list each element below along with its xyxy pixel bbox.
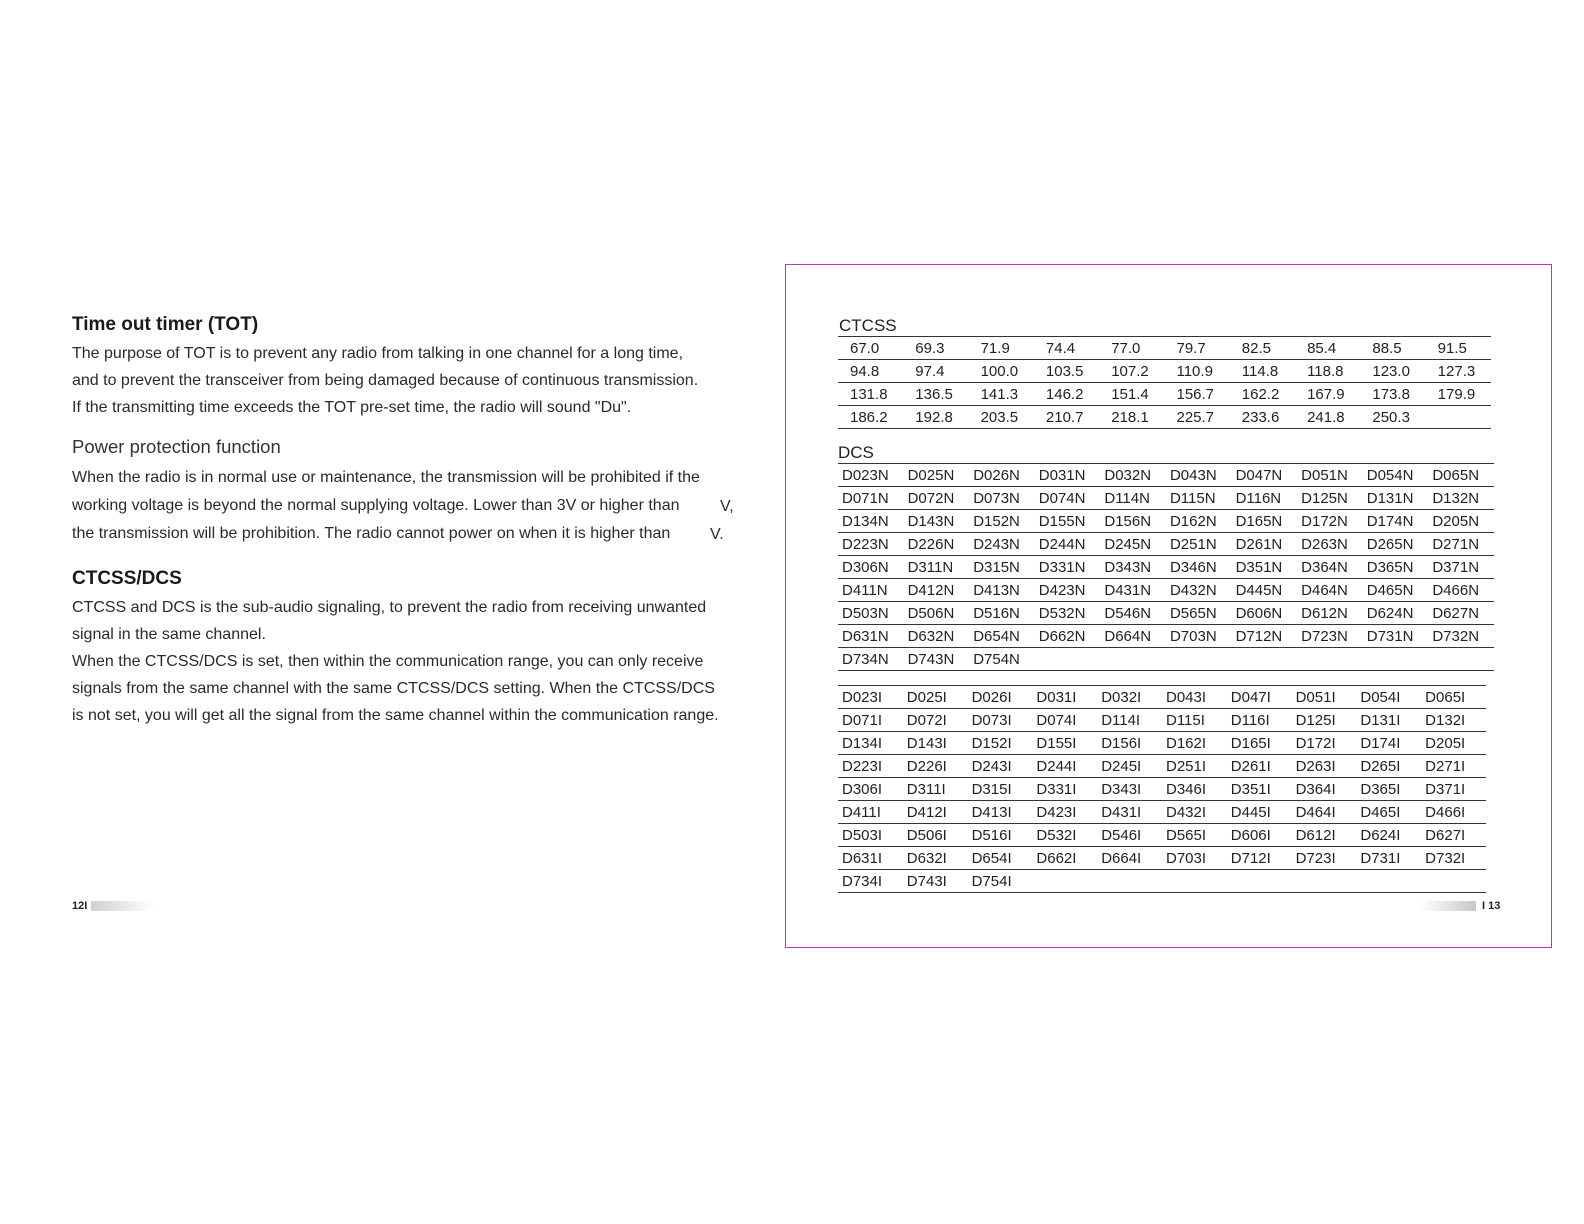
dcs-code-cell: D632N: [904, 625, 970, 648]
dcs-code-cell: D243I: [968, 755, 1033, 778]
dcs-code-cell: D331I: [1032, 778, 1097, 801]
dcs-code-cell: D251I: [1162, 755, 1227, 778]
dcs-code-cell: D245I: [1097, 755, 1162, 778]
dcs-code-cell: D365N: [1363, 556, 1429, 579]
dcs-code-cell: D243N: [969, 533, 1035, 556]
dcs-code-cell: D627I: [1421, 824, 1486, 847]
ctcss-tone-cell: 156.7: [1164, 383, 1229, 406]
dcs-code-cell: D047I: [1227, 686, 1292, 709]
dcs-code-cell: D131I: [1356, 709, 1421, 732]
dcs-code-cell: D445I: [1227, 801, 1292, 824]
dcs-code-cell: [1297, 648, 1363, 671]
dcs-code-cell: D043N: [1166, 464, 1232, 487]
dcs-code-cell: D315N: [969, 556, 1035, 579]
dcs-code-cell: D664N: [1100, 625, 1166, 648]
dcs-code-cell: D412I: [903, 801, 968, 824]
table-row: [838, 778, 1486, 801]
dcs-code-cell: D023I: [838, 686, 903, 709]
dcs-code-cell: D134I: [838, 732, 903, 755]
ctcss-tone-cell: [1426, 406, 1491, 429]
dcs-code-cell: D732N: [1428, 625, 1494, 648]
ctcss-tone-cell: 71.9: [969, 337, 1034, 360]
dcs-code-cell: D411N: [838, 579, 904, 602]
dcs-code-cell: D532I: [1032, 824, 1097, 847]
dcs-code-cell: [1032, 870, 1097, 893]
ctcss-tone-cell: 136.5: [903, 383, 968, 406]
dcs-code-cell: D162N: [1166, 510, 1232, 533]
ctcss-tone-cell: 103.5: [1034, 360, 1099, 383]
table-row: [838, 337, 1491, 360]
table-row: [838, 870, 1486, 893]
ctcss-tone-cell: 192.8: [903, 406, 968, 429]
ctcss-tone-cell: 114.8: [1230, 360, 1295, 383]
power-line: working voltage is beyond the normal supplying voltage. Lower than 3V or higher than: [72, 497, 680, 514]
power-line: When the radio is in normal use or maintenance, the transmission will be prohibited if the: [72, 469, 700, 486]
dcs-code-cell: D226N: [904, 533, 970, 556]
dcs-code-cell: D351N: [1232, 556, 1298, 579]
dcs-code-cell: D731I: [1356, 847, 1421, 870]
dcs-code-cell: D606N: [1232, 602, 1298, 625]
dcs-code-cell: [1227, 870, 1292, 893]
dcs-code-cell: D051N: [1297, 464, 1363, 487]
dcs-code-cell: D624I: [1356, 824, 1421, 847]
dcs-code-cell: D346N: [1166, 556, 1232, 579]
dcs-code-cell: D271I: [1421, 755, 1486, 778]
dcs-code-cell: D743N: [904, 648, 970, 671]
dcs-code-cell: D073N: [969, 487, 1035, 510]
dcs-code-cell: D073I: [968, 709, 1033, 732]
table-row: [838, 406, 1491, 429]
dcs-code-cell: D371I: [1421, 778, 1486, 801]
table-row: [838, 755, 1486, 778]
dcs-code-cell: D223I: [838, 755, 903, 778]
dcs-code-cell: D516I: [968, 824, 1033, 847]
dcs-code-cell: D311I: [903, 778, 968, 801]
dcs-code-cell: D431N: [1100, 579, 1166, 602]
page-number-left: [72, 900, 155, 912]
ctcss-tone-cell: 67.0: [838, 337, 903, 360]
dcs-code-cell: D612N: [1297, 602, 1363, 625]
dcs-code-cell: D464N: [1297, 579, 1363, 602]
dcs-code-cell: D072I: [903, 709, 968, 732]
table-row: [838, 625, 1494, 648]
dcs-code-cell: D565I: [1162, 824, 1227, 847]
dcs-code-cell: D132I: [1421, 709, 1486, 732]
dcs-code-cell: D631N: [838, 625, 904, 648]
dcs-code-cell: D364I: [1292, 778, 1357, 801]
dcs-code-cell: D532N: [1035, 602, 1101, 625]
ctcss-tone-cell: 241.8: [1295, 406, 1360, 429]
dcs-code-cell: D627N: [1428, 602, 1494, 625]
table-row: [838, 709, 1486, 732]
dcs-code-cell: D632I: [903, 847, 968, 870]
ctcss-tone-cell: 179.9: [1426, 383, 1491, 406]
table-row: [838, 510, 1494, 533]
ctcss-tone-cell: 110.9: [1164, 360, 1229, 383]
dcs-code-cell: D263I: [1292, 755, 1357, 778]
ctcss-line: signal in the same channel.: [72, 626, 266, 643]
dcs-code-cell: D516N: [969, 602, 1035, 625]
dcs-code-cell: D032I: [1097, 686, 1162, 709]
dcs-code-cell: D065I: [1421, 686, 1486, 709]
dcs-code-cell: D152I: [968, 732, 1033, 755]
dcs-code-cell: D331N: [1035, 556, 1101, 579]
ctcss-tone-cell: 141.3: [969, 383, 1034, 406]
ctcss-tone-cell: 210.7: [1034, 406, 1099, 429]
page-number-bar: [91, 901, 155, 911]
dcs-code-cell: [1162, 870, 1227, 893]
ctcss-tone-cell: 94.8: [838, 360, 903, 383]
dcs-code-cell: [1421, 870, 1486, 893]
dcs-code-cell: D174I: [1356, 732, 1421, 755]
ctcss-table-label: CTCSS: [839, 316, 897, 335]
table-row: [838, 686, 1486, 709]
dcs-code-cell: D624N: [1363, 602, 1429, 625]
dcs-code-cell: D205N: [1428, 510, 1494, 533]
ctcss-tone-cell: 79.7: [1164, 337, 1229, 360]
dcs-code-cell: D115N: [1166, 487, 1232, 510]
dcs-code-cell: D265I: [1356, 755, 1421, 778]
ctcss-tone-cell: 85.4: [1295, 337, 1360, 360]
dcs-code-cell: D165I: [1227, 732, 1292, 755]
table-row: [838, 602, 1494, 625]
dcs-code-cell: D546N: [1100, 602, 1166, 625]
dcs-code-cell: D131N: [1363, 487, 1429, 510]
dcs-code-cell: D074N: [1035, 487, 1101, 510]
dcs-code-cell: D743I: [903, 870, 968, 893]
dcs-code-cell: D162I: [1162, 732, 1227, 755]
dcs-code-cell: D244I: [1032, 755, 1097, 778]
ctcss-tone-cell: 218.1: [1099, 406, 1164, 429]
dcs-code-cell: D703N: [1166, 625, 1232, 648]
ctcss-tone-cell: 100.0: [969, 360, 1034, 383]
dcs-code-cell: D165N: [1232, 510, 1298, 533]
ctcss-tone-cell: 107.2: [1099, 360, 1164, 383]
dcs-code-cell: D466I: [1421, 801, 1486, 824]
power-line: the transmission will be prohibition. The radio cannot power on when it is higher than: [72, 525, 671, 542]
dcs-code-cell: D071I: [838, 709, 903, 732]
dcs-table-label: DCS: [838, 443, 874, 462]
tot-paragraph: [72, 340, 698, 421]
ctcss-tone-cell: 233.6: [1230, 406, 1295, 429]
dcs-code-cell: D114N: [1100, 487, 1166, 510]
dcs-code-cell: D423I: [1032, 801, 1097, 824]
dcs-code-cell: D346I: [1162, 778, 1227, 801]
dcs-code-cell: D506I: [903, 824, 968, 847]
dcs-code-cell: [1292, 870, 1357, 893]
dcs-code-cell: D132N: [1428, 487, 1494, 510]
dcs-code-cell: D125N: [1297, 487, 1363, 510]
dcs-code-cell: D723N: [1297, 625, 1363, 648]
dcs-code-cell: D115I: [1162, 709, 1227, 732]
dcs-code-cell: D047N: [1232, 464, 1298, 487]
dcs-code-cell: D413N: [969, 579, 1035, 602]
ctcss-table: [838, 336, 1491, 429]
dcs-code-cell: D664I: [1097, 847, 1162, 870]
voltage-unit: V,: [720, 498, 734, 515]
dcs-code-cell: D226I: [903, 755, 968, 778]
dcs-code-cell: D116N: [1232, 487, 1298, 510]
ctcss-line: When the CTCSS/DCS is set, then within the communication range, you can only receive: [72, 653, 704, 670]
dcs-code-cell: D343I: [1097, 778, 1162, 801]
voltage-unit: V.: [710, 526, 724, 543]
dcs-code-cell: D261I: [1227, 755, 1292, 778]
dcs-code-cell: D311N: [904, 556, 970, 579]
dcs-code-cell: D712I: [1227, 847, 1292, 870]
dcs-code-cell: [1363, 648, 1429, 671]
ctcss-tone-cell: 173.8: [1360, 383, 1425, 406]
table-row: [838, 801, 1486, 824]
dcs-code-cell: D156I: [1097, 732, 1162, 755]
ctcss-tone-cell: 82.5: [1230, 337, 1295, 360]
ctcss-tone-cell: 69.3: [903, 337, 968, 360]
dcs-code-cell: D734I: [838, 870, 903, 893]
dcs-code-cell: D134N: [838, 510, 904, 533]
dcs-code-cell: D023N: [838, 464, 904, 487]
tot-line: and to prevent the transceiver from being damaged because of continuous transmission.: [72, 372, 699, 389]
dcs-n-table: [838, 463, 1494, 671]
dcs-code-cell: D503I: [838, 824, 903, 847]
dcs-code-cell: D223N: [838, 533, 904, 556]
dcs-code-cell: [1166, 648, 1232, 671]
table-row: [838, 464, 1494, 487]
dcs-code-cell: D026I: [968, 686, 1033, 709]
page-number-text: I 13: [1482, 900, 1501, 912]
dcs-code-cell: D155N: [1035, 510, 1101, 533]
ctcss-tone-cell: 146.2: [1034, 383, 1099, 406]
table-row: [838, 847, 1486, 870]
ctcss-tone-cell: 91.5: [1426, 337, 1491, 360]
dcs-code-cell: D025N: [904, 464, 970, 487]
dcs-code-cell: D506N: [904, 602, 970, 625]
dcs-code-cell: D125I: [1292, 709, 1357, 732]
dcs-code-cell: [1232, 648, 1298, 671]
dcs-code-cell: D466N: [1428, 579, 1494, 602]
dcs-code-cell: D662I: [1032, 847, 1097, 870]
table-row: [838, 487, 1494, 510]
table-row: [838, 824, 1486, 847]
ctcss-tone-cell: 186.2: [838, 406, 903, 429]
page-number-right: [1420, 900, 1500, 912]
dcs-code-cell: D026N: [969, 464, 1035, 487]
ctcss-tone-cell: 131.8: [838, 383, 903, 406]
dcs-code-cell: D143N: [904, 510, 970, 533]
dcs-code-cell: D546I: [1097, 824, 1162, 847]
dcs-code-cell: D054N: [1363, 464, 1429, 487]
dcs-code-cell: D245N: [1100, 533, 1166, 556]
ctcss-tone-cell: 97.4: [903, 360, 968, 383]
table-row: [838, 732, 1486, 755]
dcs-code-cell: D261N: [1232, 533, 1298, 556]
ctcss-tone-cell: 250.3: [1360, 406, 1425, 429]
dcs-code-cell: D315I: [968, 778, 1033, 801]
dcs-code-cell: [1428, 648, 1494, 671]
ctcss-line: signals from the same channel with the same CTCSS/DCS setting. When the CTCSS/DCS: [72, 680, 715, 697]
tot-heading: Time out timer (TOT): [72, 314, 259, 335]
dcs-code-cell: D754I: [968, 870, 1033, 893]
dcs-code-cell: D152N: [969, 510, 1035, 533]
ctcss-tone-cell: 77.0: [1099, 337, 1164, 360]
dcs-code-cell: D654I: [968, 847, 1033, 870]
power-protection-heading: Power protection function: [72, 436, 281, 457]
dcs-code-cell: D155I: [1032, 732, 1097, 755]
dcs-code-cell: D263N: [1297, 533, 1363, 556]
dcs-code-cell: D051I: [1292, 686, 1357, 709]
dcs-code-cell: D503N: [838, 602, 904, 625]
dcs-code-cell: D072N: [904, 487, 970, 510]
dcs-code-cell: D464I: [1292, 801, 1357, 824]
dcs-code-cell: D754N: [969, 648, 1035, 671]
dcs-code-cell: D343N: [1100, 556, 1166, 579]
ctcss-tone-cell: 203.5: [969, 406, 1034, 429]
dcs-code-cell: D043I: [1162, 686, 1227, 709]
dcs-code-cell: D065N: [1428, 464, 1494, 487]
ctcss-line: CTCSS and DCS is the sub-audio signaling, to prevent the radio from receiving unwanted: [72, 599, 707, 616]
dcs-code-cell: D364N: [1297, 556, 1363, 579]
dcs-code-cell: D732I: [1421, 847, 1486, 870]
dcs-code-cell: D612I: [1292, 824, 1357, 847]
dcs-code-cell: D116I: [1227, 709, 1292, 732]
dcs-code-cell: D412N: [904, 579, 970, 602]
dcs-code-cell: D465N: [1363, 579, 1429, 602]
dcs-code-cell: [1097, 870, 1162, 893]
ctcss-dcs-heading: CTCSS/DCS: [72, 568, 182, 589]
ctcss-tone-cell: 162.2: [1230, 383, 1295, 406]
dcs-code-cell: D025I: [903, 686, 968, 709]
table-row: [838, 579, 1494, 602]
dcs-code-cell: [1100, 648, 1166, 671]
ctcss-tone-cell: 127.3: [1426, 360, 1491, 383]
dcs-code-cell: D351I: [1227, 778, 1292, 801]
table-row: [838, 533, 1494, 556]
dcs-code-cell: D244N: [1035, 533, 1101, 556]
dcs-code-cell: D054I: [1356, 686, 1421, 709]
dcs-code-cell: D432N: [1166, 579, 1232, 602]
ctcss-tone-cell: 123.0: [1360, 360, 1425, 383]
dcs-code-cell: D265N: [1363, 533, 1429, 556]
dcs-code-cell: D371N: [1428, 556, 1494, 579]
dcs-code-cell: D174N: [1363, 510, 1429, 533]
dcs-code-cell: D565N: [1166, 602, 1232, 625]
dcs-code-cell: D251N: [1166, 533, 1232, 556]
ctcss-tone-cell: 88.5: [1360, 337, 1425, 360]
dcs-code-cell: D306I: [838, 778, 903, 801]
ctcss-tone-cell: 167.9: [1295, 383, 1360, 406]
ctcss-tone-cell: 74.4: [1034, 337, 1099, 360]
dcs-code-cell: D631I: [838, 847, 903, 870]
dcs-code-cell: D423N: [1035, 579, 1101, 602]
dcs-code-cell: D413I: [968, 801, 1033, 824]
dcs-code-cell: D432I: [1162, 801, 1227, 824]
table-row: [838, 648, 1494, 671]
ctcss-tone-cell: 118.8: [1295, 360, 1360, 383]
dcs-code-cell: D156N: [1100, 510, 1166, 533]
dcs-code-cell: D172I: [1292, 732, 1357, 755]
dcs-code-cell: D731N: [1363, 625, 1429, 648]
power-protection-paragraph: [72, 464, 700, 548]
dcs-code-cell: D734N: [838, 648, 904, 671]
dcs-code-cell: D271N: [1428, 533, 1494, 556]
dcs-code-cell: D431I: [1097, 801, 1162, 824]
dcs-code-cell: D606I: [1227, 824, 1292, 847]
tot-line: If the transmitting time exceeds the TOT pre-set time, the radio will sound "Du".: [72, 399, 632, 416]
ctcss-tone-cell: 225.7: [1164, 406, 1229, 429]
page-number-text: 12I: [72, 900, 88, 912]
dcs-code-cell: D031N: [1035, 464, 1101, 487]
dcs-code-cell: D411I: [838, 801, 903, 824]
dcs-code-cell: D071N: [838, 487, 904, 510]
dcs-code-cell: D662N: [1035, 625, 1101, 648]
dcs-code-cell: D654N: [969, 625, 1035, 648]
dcs-code-cell: D143I: [903, 732, 968, 755]
dcs-code-cell: D703I: [1162, 847, 1227, 870]
table-row: [838, 383, 1491, 406]
ctcss-line: is not set, you will get all the signal from the same channel within the communication range.: [72, 707, 719, 724]
dcs-code-cell: D445N: [1232, 579, 1298, 602]
table-row: [838, 556, 1494, 579]
dcs-code-cell: D074I: [1032, 709, 1097, 732]
dcs-code-cell: D114I: [1097, 709, 1162, 732]
dcs-i-table: [838, 685, 1486, 893]
dcs-code-cell: D306N: [838, 556, 904, 579]
dcs-code-cell: D712N: [1232, 625, 1298, 648]
dcs-code-cell: [1356, 870, 1421, 893]
dcs-code-cell: D723I: [1292, 847, 1357, 870]
dcs-code-cell: D172N: [1297, 510, 1363, 533]
page-number-bar: [1420, 901, 1476, 911]
table-row: [838, 360, 1491, 383]
dcs-code-cell: D032N: [1100, 464, 1166, 487]
dcs-code-cell: D365I: [1356, 778, 1421, 801]
dcs-code-cell: D205I: [1421, 732, 1486, 755]
dcs-code-cell: [1035, 648, 1101, 671]
dcs-code-cell: D465I: [1356, 801, 1421, 824]
tot-line: The purpose of TOT is to prevent any radio from talking in one channel for a long time,: [72, 345, 684, 362]
dcs-code-cell: D031I: [1032, 686, 1097, 709]
ctcss-tone-cell: 151.4: [1099, 383, 1164, 406]
ctcss-dcs-paragraph: [72, 594, 719, 729]
